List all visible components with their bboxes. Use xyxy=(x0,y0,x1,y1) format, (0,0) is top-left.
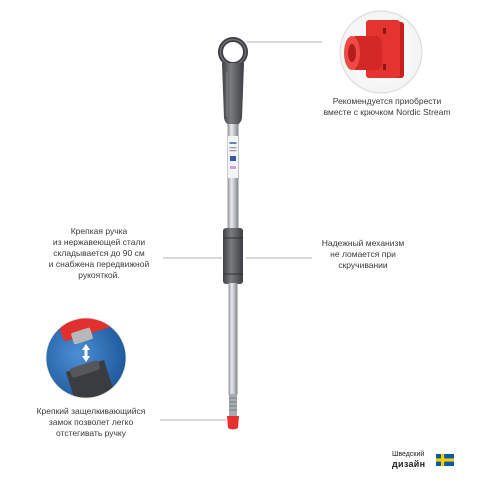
callout-mechanism xyxy=(308,238,418,271)
callout-hook-line1: Рекомендуется приобрести xyxy=(332,96,442,106)
callout-handle-line4: и снабжена передвижной xyxy=(48,259,150,269)
lock-mechanism-image xyxy=(46,308,126,410)
tip-spring xyxy=(229,394,237,416)
callout-handle xyxy=(40,226,158,281)
callout-handle-line2: из нержавеющей стали xyxy=(52,237,146,247)
callout-lock-line1: Крепкий защелкивающийся xyxy=(36,406,146,416)
product-label xyxy=(228,136,238,178)
callout-lock xyxy=(24,406,158,439)
callout-mechanism-line3: скручивании xyxy=(338,260,388,270)
callout-lock-line2: замок позволет легко xyxy=(48,417,134,427)
callout-mechanism-line2: не ломается при xyxy=(330,249,396,259)
callout-handle-line1: Крепкая ручка xyxy=(70,226,128,236)
middle-grip xyxy=(223,228,243,284)
callout-mechanism-line1: Надежный механизм xyxy=(321,238,405,248)
brand-line1: Шведский xyxy=(392,451,425,458)
brand-line2: дизайн xyxy=(392,459,426,469)
hanging-ring xyxy=(221,40,246,65)
callout-hook-line2: вместе с крючком Nordic Stream xyxy=(323,107,451,117)
brand-badge xyxy=(392,451,425,469)
top-grip xyxy=(222,63,244,125)
callout-lock-line3: отстегивать ручку xyxy=(56,428,126,438)
sweden-flag-icon xyxy=(436,454,454,466)
callout-handle-line3: складывается до 90 см xyxy=(53,248,145,258)
red-tip xyxy=(227,416,239,430)
brand-text xyxy=(392,451,425,469)
wall-hook-icon xyxy=(340,11,422,93)
callout-handle-line5: рукояткой. xyxy=(78,270,120,280)
lower-tube xyxy=(229,283,238,395)
callout-hook xyxy=(312,96,462,118)
